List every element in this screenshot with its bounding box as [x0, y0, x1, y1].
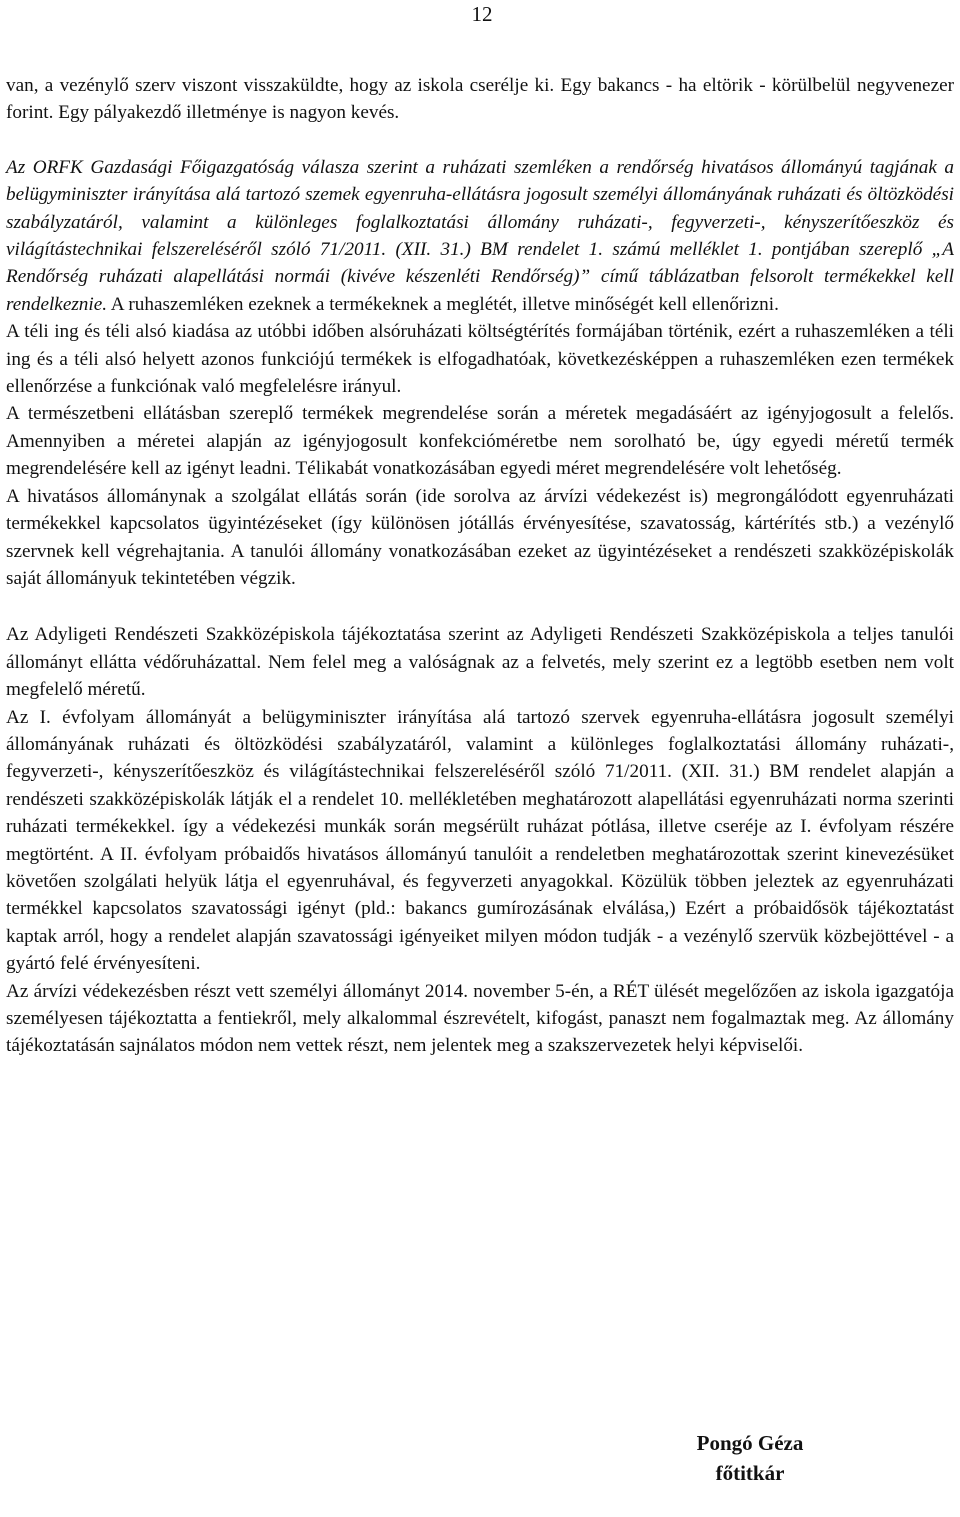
paragraph-1: van, a vezénylő szerv viszont visszaküldte, hogy az iskola cserélje ki. Egy bakancs - ha eltörik - körülbelül negyvenezer forint. Egy pályakezdő illetménye is nagyon kevés.	[6, 75, 954, 124]
paragraph-2-italic: Az ORFK Gazdasági Főigazgatóság válasza szerint a ruházati szemléken a rendőrség hivatásos állományú tagjának a belügyminiszter irányítása alá tartozó szemek egyenruha-ellátásra jogosult személyi állományának ruházati és öltözködési szabályzatáról, valamint a különleges foglalkoztatási állomány ruházati-, fegyverzeti-, kényszerítőeszköz és világítástechnikai felszereléséről szóló 71/2011. (XII. 31.) BM rendelet 1. számú melléklet 1. pontjában szereplő „A Rendőrség ruházati alapellátási normái (kivéve készenléti Rendőrség)” című táblázatban felsorolt termékekkel kell rendelkeznie.	[6, 156, 954, 315]
paragraph-2	[6, 154, 954, 318]
paragraph-5: A hivatásos állománynak a szolgálat ellátás során (ide sorolva az árvízi védekezést is) megrongálódott egyenruházati termékekkel kapcsolatos ügyintézéseket (így különösen jótállás érvényesítése, szavatosság, kártérítés stb.) a vezénylő szervnek kell végrehajtania. A tanulói állomány vonatkozásában ezeket az ügyintézéseket a rendészeti szakközépiskolák saját állományuk tekintetében végzik.	[6, 485, 954, 589]
paragraph-4: A természetbeni ellátásban szereplő termékek megrendelése során a méretek megadásáért az igényjogosult a felelős. Amennyiben a méretei alapján az igényjogosult konfekcióméretbe nem sorolható be, úgy egyedi méretű termék megrendelésére kell az igényt leadni. Télikabát vonatkozásában egyedi méret megrendelésére volt lehetőség.	[6, 403, 954, 480]
paragraph-8: Az árvízi védekezésben részt vett személyi állományt 2014. november 5-én, a RÉT ülését megelőzően az iskola igazgatója személyesen tájékoztatta a fentiekről, mely alkalommal észrevételt, kifogást, panaszt nem fogalmaztak meg. Az állomány tájékoztatásán sajnálatos módon nem vettek részt, nem jelentek meg a szakszervezetek helyi képviselői.	[6, 980, 954, 1057]
signature-block	[600, 1428, 900, 1488]
page-number: 12	[471, 2, 493, 26]
document-body	[6, 72, 954, 1060]
paragraph-6: Az Adyligeti Rendészeti Szakközépiskola tájékoztatása szerint az Adyligeti Rendészeti Szakközépiskola a teljes tanulói állományt ellátta védőruházattal. Nem felel meg a valóságnak az a felvetés, mely szerint ez a legtöbb esetben nem volt megfelelő méretű.	[6, 624, 954, 701]
signature-title: főtitkár	[715, 1461, 785, 1485]
paragraph-2-rest: A ruhaszemléken ezeknek a termékeknek a meglétét, illetve minőségét kell ellenőrizni.	[107, 293, 779, 315]
paragraph-3: A téli ing és téli alsó kiadása az utóbbi időben alsóruházati költségtérítés formájában történik, ezért a ruhaszemléken a téli ing és a téli alsó helyett azonos funkciójú termékek is elfogadhatóak, következésképpen a ruhaszemléken ezen termékek ellenőrzése a funkciónak való megfelelésre irányul.	[6, 321, 954, 398]
paragraph-7: Az I. évfolyam állományát a belügyminiszter irányítása alá tartozó szervek egyenruha-ellátásra jogosult személyi állományának ruházati és öltözködési szabályzatáról, valamint a különleges foglalkoztatási állomány ruházati-, fegyverzeti-, kényszerítőeszköz és világítástechnikai felszereléséről szóló 71/2011. (XII. 31.) BM rendelet alapján a rendészeti szakközépiskolák látják el a rendelet 10. mellékletében meghatározott alapellátási egyenruházati norma szerinti ruházati termékekkel. így a védekezési munkák során megsérült ruházat pótlása, illetve cseréje az I. évfolyam részére megtörtént. A II. évfolyam próbaidős hivatásos állományú tanulóit a rendeletben meghatározottak szerint kinevezésüket követően szolgálati helyük látja el egyenruhával, és fegyverzeti anyagokkal. Közülük többen jeleztek az egyenruházati termékkel kapcsolatos szavatossági igényt (pld.: bakancs gumírozásának elválása,) Ezért a próbaidősök tájékoztatást kaptak arról, hogy a rendelet alapján szavatossági igényeiket milyen módon tudják - a vezénylő szervük közbejöttével - a gyártó felé érvényesíteni.	[6, 706, 954, 975]
signature-name: Pongó Géza	[696, 1431, 804, 1455]
